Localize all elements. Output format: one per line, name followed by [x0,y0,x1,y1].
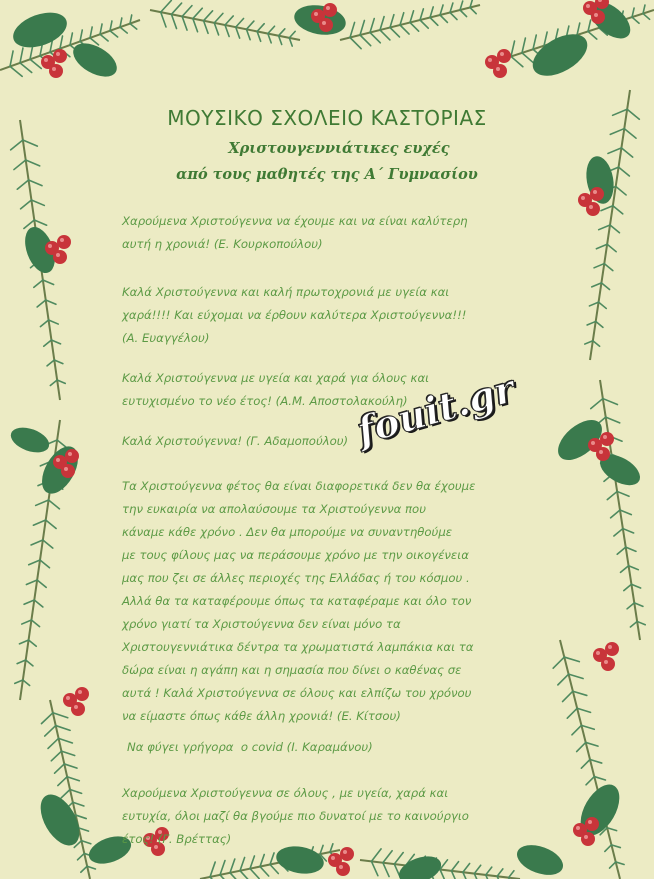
pine-needle [26,580,37,585]
pine-needle [81,866,87,872]
berry [591,10,605,24]
pine-needle [270,865,278,874]
pine-needle [268,26,275,33]
pine-needle [410,23,419,32]
pine-needle [617,491,629,496]
pine-needle [61,790,70,798]
pine-needle [130,24,137,30]
berry-highlight [52,67,56,71]
pine-needle [623,529,634,533]
berry-highlight [594,13,598,17]
pine-needle [620,566,628,573]
pine-needle [370,19,374,33]
pine-needle [67,777,79,781]
pine-needle [430,18,438,26]
pine-needle [204,21,209,34]
pine-needle [53,713,68,718]
pine-needle [599,225,610,230]
pine-needle [48,738,59,748]
pine-needle [31,200,44,205]
pine-needle [10,51,13,66]
pine-needle [257,24,264,32]
pine-needle [470,8,476,14]
berry-highlight [66,696,70,700]
pine-needle [581,725,594,729]
pine-needle [440,15,447,22]
pine-needle [620,510,631,515]
pine-needle [34,220,46,225]
berry-highlight [44,58,48,62]
berry-highlight [322,21,326,25]
pine-needle [44,340,52,346]
pine-needle [577,708,590,712]
pine-needle [577,742,586,751]
page-title: ΜΟΥΣΙΚΟ ΣΧΟΛΕΙΟ ΚΑΣΤΟΡΙΑΣ [167,106,487,130]
subtitle-line-2: από τους μαθητές της Α΄ Γυμνασίου [176,166,478,183]
pine-needle [279,29,285,36]
pine-needle [567,708,577,718]
pine-needle [23,680,30,686]
pine-needle [624,584,632,590]
pine-needle [596,244,607,248]
pine-needle [43,280,54,285]
pine-needle [599,302,607,308]
pine-needle [610,862,616,868]
pine-needle [614,529,623,536]
pine-needle [605,845,612,852]
wish-message-3: Καλά Χριστούγεννα με υγεία και χαρά για όλους και ευτυχισμένο το νέο έτος! (Α.Μ. Αποστολακούλη) [122,371,430,408]
pine-needle [30,59,41,68]
pine-needle [572,725,581,734]
pine-needle [47,360,54,366]
berry-highlight [74,705,78,709]
pine-needle [70,33,72,45]
berry [586,202,600,216]
berry [585,817,599,831]
pine-needle [225,16,233,25]
berry-highlight [596,651,600,655]
pine-needle [29,560,40,565]
berry-highlight [591,441,595,445]
berry [600,432,614,446]
pine-needle [360,20,364,35]
pine-needle [360,35,371,46]
pine-needle [37,580,46,587]
pine-needle [607,244,616,251]
pine-needle [511,41,515,56]
pine-needle [371,861,377,875]
pine-needle [383,863,389,877]
berry [497,49,511,63]
pine-needle [210,862,215,877]
pine-needle [603,399,618,405]
pine-needle [120,27,127,33]
pine-needle [37,300,46,307]
berry-highlight [68,452,72,456]
pine-needle [596,321,603,327]
pine-needle [610,225,619,233]
pine-needle [593,341,600,347]
pine-needle [33,520,45,525]
berry-highlight [604,660,608,664]
pine-needle [350,22,355,37]
pine-needle [350,38,361,49]
berry-highlight [64,467,68,471]
wish-message-1: Χαρούμενα Χριστούγεννα να έχουμε και να είναι καλύτερη αυτή η χρονιά! (Ε. Κουρκοπούλου) [122,214,468,251]
pine-needle [627,603,634,609]
pine-needle [624,129,636,139]
pine-needle [474,865,480,873]
pine-needle [617,547,626,554]
berry-highlight [60,238,64,242]
pine-needle [522,53,533,63]
pine-needle [34,280,43,287]
berry-highlight [586,4,590,8]
wish-message-4: Καλά Χριστούγεννα! (Γ. Αδαμοπούλου) [122,434,349,448]
pine-needle [161,0,172,12]
berry [596,447,610,461]
pine-needle [161,12,166,27]
pine-needle [182,16,187,30]
pine-needle [390,15,394,28]
pine-needle [31,620,39,627]
pine-needle [370,33,380,43]
berry-highlight [488,58,492,62]
pine-needle [225,25,229,37]
pine-needle [55,764,65,773]
berry-highlight [56,458,60,462]
pine-needle [220,875,230,879]
berry [493,64,507,78]
berry-highlight [496,67,500,71]
pine-needle [601,206,613,211]
berry-highlight [608,645,612,649]
pine-needle [26,660,33,666]
berry [53,49,67,63]
berry-highlight [78,690,82,694]
wish-message-7: Χαρούμενα Χριστούγεννα σε όλους , με υγεία, χαρά και ευτυχία, όλοι μαζί θα βγούμε πιο δυνατοί με το καινούργιο έτος! (Γ. Βρέττας) [122,786,469,846]
pine-needle [260,854,264,866]
berry [601,657,615,671]
berry [605,642,619,656]
pine-needle [588,31,597,39]
pine-needle [193,19,198,32]
pine-needle [573,691,587,695]
pine-needle [463,863,470,872]
berry [581,832,595,846]
berry [336,862,350,876]
berry [71,702,85,716]
pine-needle [440,860,447,870]
pine-needle [59,738,73,743]
berry-highlight [326,6,330,10]
berry [65,449,79,463]
berry-highlight [589,205,593,209]
pine-needle [61,751,74,755]
berry-highlight [593,190,597,194]
pine-needle [383,851,392,863]
pine-needle [522,38,525,53]
pine-needle [400,13,404,25]
pine-needle [240,858,245,871]
berry [57,235,71,249]
pine-needle [630,621,637,627]
berry-highlight [581,196,585,200]
pine-needle [29,640,37,646]
pine-needle [214,23,218,35]
pine-needle [420,20,428,28]
pine-needle [586,777,594,785]
pine-needle [380,30,390,40]
pine-needle [171,14,176,28]
pine-needle [26,160,40,166]
pine-needle [50,380,57,386]
pine-needle [20,63,32,73]
pine-needle [270,853,274,865]
pine-needle [553,657,564,668]
pine-needle [78,853,85,859]
pine-needle [171,3,181,14]
berry-highlight [500,52,504,56]
pine-needle [51,751,61,761]
berry-highlight [576,826,580,830]
pine-needle [558,674,569,685]
pine-needle [611,510,620,518]
pine-needle [100,34,108,41]
pine-needle [544,32,547,46]
pine-needle [214,13,223,22]
pine-needle [60,36,63,49]
berry [61,464,75,478]
pine-needle [394,853,403,865]
pine-needle [390,28,399,37]
pine-needle [236,19,244,28]
pine-needle [41,713,52,724]
berry-highlight [603,435,607,439]
holly-leaf [7,423,52,457]
pine-needle [509,871,514,878]
pine-needle [110,31,118,37]
berry-highlight [339,865,343,869]
pine-needle [586,742,598,746]
pine-needle [182,6,192,17]
pine-needle [533,35,536,49]
berry-highlight [314,12,318,16]
pine-needle [563,691,573,701]
pine-needle [34,600,43,607]
berry-highlight [331,856,335,860]
berry [323,3,337,17]
pine-needle [10,66,22,76]
pine-needle [56,726,70,731]
pine-needle [193,8,202,18]
pine-needle [90,38,99,45]
wish-message-5: Τα Χριστούγεννα φέτος θα είναι διαφορετικά δεν θα έχουμε την ευκαιρία να απολαύσουμε τα Χριστούγεννα που κάναμε κάθε χρόνο . Δεν θα μπορούμε να συναντηθούμε με τους φίλους μας να περάσουμε χρόνο με την οικογένεια μας που ζει σε άλλες περιοχές της Ελλάδας ή του κόσμου . Αλλά θα τα καταφέρουμε όπως τα καταφέραμε και όλο τον χρόνο γιατί τα Χριστούγεννα δεν είναι μόνο τα Χριστουγεννιάτικα δέντρα τα χρωματιστά λαμπάκια και τα δώρα είναι η αγάπη και η σημασία που δίνει ο καθένας σε αυτά ! Καλά Χριστούγεννα σε όλους και ελπίζω του χρόνου να είμαστε όπως κάθε άλλη χρονιά! (Ε. Κίτσου) [122,479,476,723]
pine-needle [486,867,492,875]
berry-highlight [48,244,52,248]
berry-highlight [56,253,60,257]
berry [53,250,67,264]
pine-needle [511,56,523,66]
pine-needle [220,861,225,875]
pine-needle [581,760,590,769]
pine-needle [601,283,609,290]
pine-needle [246,21,253,29]
pine-needle [43,540,53,548]
pine-needle [613,206,623,214]
berry-highlight [56,52,60,56]
watermark-logo: fouit.gr [352,365,520,454]
pine-needle [289,31,295,37]
pine-needle [250,856,254,869]
pine-needle [230,873,240,879]
pine-needle [58,777,67,786]
pine-needle [49,500,60,509]
pine-needle [569,674,584,678]
pine-needle [451,862,458,871]
pine-needle [607,491,617,499]
pine-needle [204,11,213,21]
pine-needle [591,399,603,409]
wish-message-6: Να φύγει γρήγορα ο covid (Ι. Καραμάνου) [127,740,373,754]
pine-needle [240,871,249,879]
berry-highlight [588,820,592,824]
pine-needle [40,320,48,327]
pine-needle [21,200,32,209]
berry-highlight [584,835,588,839]
pine-needle [497,869,503,876]
pine-needle [643,14,650,20]
berry [49,64,63,78]
pine-needle [230,859,235,873]
pine-needle [46,520,56,528]
pine-needle [380,17,384,30]
pine-needle [460,10,467,17]
pine-needle [606,417,620,423]
berry-highlight [599,450,603,454]
wish-message-2: Καλά Χριστούγεννα και καλή πρωτοχρονιά με υγεία και χαρά!!!! Και εύχομαι να έρθουν καλύτερα Χριστούγεννα!!! (Α. Ευαγγέλου) [122,285,467,345]
pine-needle [45,726,56,736]
pine-needle [250,869,259,879]
pine-needle [64,764,77,768]
pine-needle [400,25,409,34]
pine-needle [450,13,457,20]
pine-needle [36,500,49,505]
pine-needle [632,17,639,23]
pine-needle [260,867,269,876]
pine-needle [604,264,613,271]
berry [319,18,333,32]
berry [75,687,89,701]
pine-needle [616,186,626,195]
pine-needle [564,657,579,662]
pine-needle [20,48,23,63]
pine-needle [40,560,50,568]
pine-needle [31,540,43,545]
subtitle-line-1: Χριστουγεννιάτικες ευχές [228,140,450,157]
berry [590,187,604,201]
